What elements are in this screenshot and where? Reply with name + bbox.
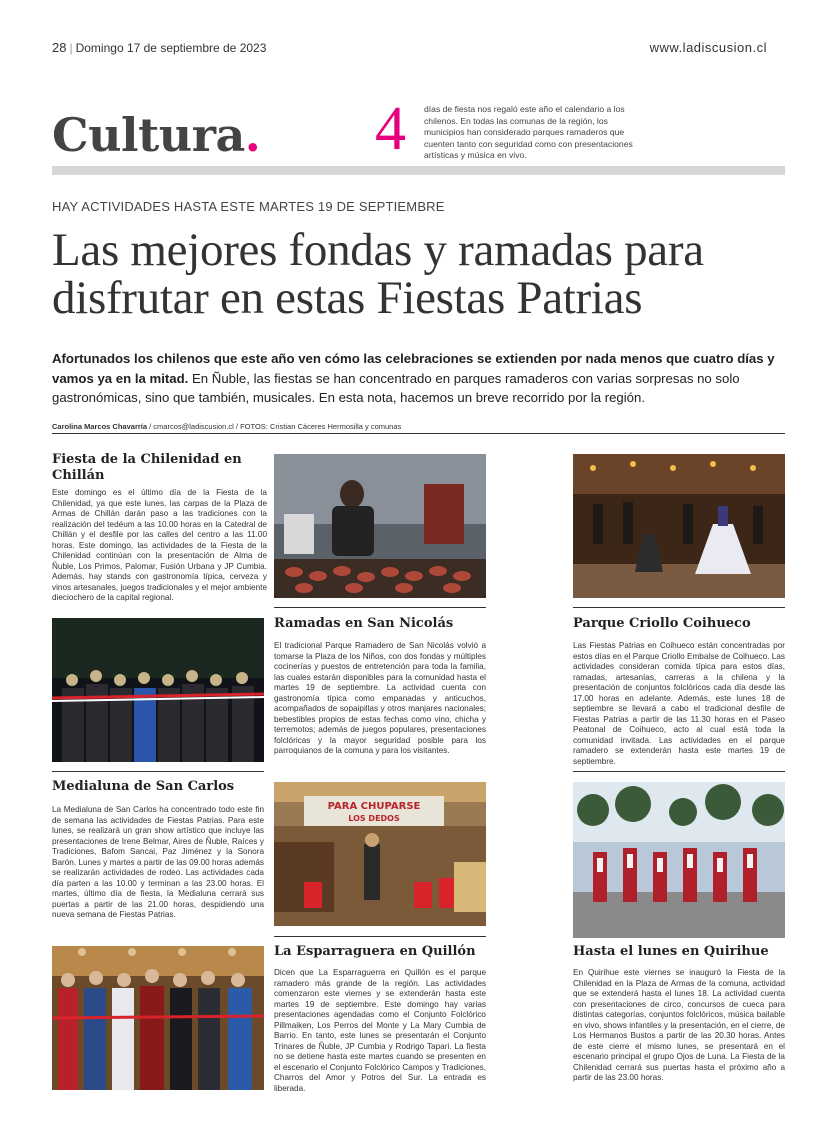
feature-number: 4 [375,95,406,163]
photo-grill [274,454,486,598]
story-body-coihueco: Las Fiestas Patrias en Coihueco están concentradas por estos días en el Parque Criollo Embalse de Coihueco. Las actividades consideran comida típica para estos días, ramadas, artesanías, carreras a la chilena y la presentación de conjuntos folclóricos cada día desde las 17.00 horas en adelante. Además, este lunes 18 de septiembre se llevará a cabo el tradicional desfile de Fiestas Patrias a partir de las 11.30 horas en el Paseo Peatonal de Coihueco, acto al cual está toda la comunidad invitada. Las actividades en el parque ramadero se extenderán hasta este martes 19 de septiembre. [573,641,785,767]
story-title-quirihue: Hasta el lunes en Quirihue [573,944,769,959]
photo-ramada-stand [274,782,486,926]
photo-ribbon-cutting [52,618,264,762]
site-url[interactable]: www.ladiscusion.cl [649,40,767,55]
story-title-quillon: La Esparraguera en Quillón [274,944,476,959]
story-body-san-nicolas: El tradicional Parque Ramadero de San Nicolás volvió a tomarse la Plaza de los Niños, con dos fondas y múltiples cocinerías y puestos de entretención para toda la familia, las cuales estarán disponibles para la comunidad hasta el martes 19 de septiembre. La actividad cuenta con gastronomía típica como empanadas y anticuchos, acompañados de sopaipillas y otros manjares nacionales; bebestibles propios de estas fechas como vino, chicha y terremotos; además de juegos populares, presentaciones folclóricas y la mayor seguridad posible para los parroquianos de la comuna y para los visitantes. [274,641,486,756]
svg-text:LOS DEDOS: LOS DEDOS [348,814,400,823]
article-headline: Las mejores fondas y ramadas para disfrutar en estas Fiestas Patrias [52,224,704,324]
page-date: Domingo 17 de septiembre de 2023 [75,41,267,55]
article-byline: Carolina Marcos Chavarría / cmarcos@ladiscusion.cl / FOTOS: Cristian Cáceres Hermosilla y comunas [52,422,402,431]
photo-quillon-inauguration [52,946,264,1090]
story-body-quirihue: En Quirihue este viernes se inauguró la Fiesta de la Chilenidad en la Plaza de Armas de la comuna, actividad que se extenderá hasta el lunes 18. La actividad cuenta con presentaciones de circo, concursos de cueca para distintas categorías, conjuntos folclóricos, música bailable en vivo, shows infantiles y la presentación, en el cierre, de Los Hermanos Bustos a partir de las 20.30 horas. Antes de este cierre el mismo lunes, se presentará en el escenario principal el grupo Ojos de Luna. La Fiesta de la Chilenidad cerrará sus puertas hasta el próximo año a partir de las 23.00 horas. [573,968,785,1083]
photo-folk-musicians [573,782,785,938]
feature-text: días de fiesta nos regaló este año el calendario a los chilenos. En todas las comunas de la región, los municipios han considerado parques ramaderos que cuenten tanto con seguridad como con presentaciones artísticas y música en vivo. [424,104,633,161]
story-title-san-carlos: Medialuna de San Carlos [52,779,235,794]
rule-quirihue-top [573,771,785,772]
article-lede: Afortunados los chilenos que este año ven cómo las celebraciones se extienden por nada menos que cuatro días y vamos ya en la mitad. En Ñuble, las fiestas se han concentrado en parques ramaderos con varias sorpresas no solo gastronómicas, sino que también, musicales. En esta nota, hacemos un breve recorrido por la región. [52,351,775,405]
page-header: 28 | Domingo 17 de septiembre de 2023 [52,40,267,55]
story-title-chillan: Fiesta de la Chilenidad en Chillán [52,452,242,483]
photo-dancers-coihueco [573,454,785,598]
page-number: 28 [52,40,67,55]
rule-quillon [274,936,486,937]
story-body-quillon: Dicen que La Esparraguerra en Quillón es el parque ramadero más grande de la región. Las actividades comenzaron este viernes y se extenderán hasta este martes 19 de septiembre. Este domingo hay varias presentaciones agendadas como el Conjunto Folclórico Pillmaiken, Los Perros del Monte y La Mary Cumbia de Barrio. En tanto, este lunes se presentarán el Conjunto Trinares de Ñuble, JP Cumbia y Rodrigo Tapari. La fiesta no se detiene hasta este martes cuando se presenten en el escenario el Conjunto Folclórico Campos y Tradiciones, Charros del Amor y Potros del Sur. La entrada es liberada. [274,968,486,1094]
section-title: Cultura. [52,108,261,162]
rule-san-nicolas [274,607,486,608]
rule-coihueco [573,607,785,608]
story-body-chillan: Este domingo es el último día de la Fiesta de la Chilenidad, ya que este lunes, las carpas de la Plaza de Armas de Chillán darán paso a las tradiciones con la realización del tedéum a las 10.00 horas en la Catedral de Chillán y el desfile por las calles del centro a las 11.00 horas. Este domingo, las actividades de la Fiesta de la Chilenidad continúan con la presentación de Alma de Ñuble, Los Primos, Palomar, Fusión Urbana y JP Cumbia. Además, hay stands con gastronomía típica, cerveza y vinos artesanales, juegos tradicionales y el mejor ambiente dieciochero de la capital regional. [52,488,267,603]
section-divider [52,166,785,175]
story-title-coihueco: Parque Criollo Coihueco [573,616,751,631]
article-kicker: HAY ACTIVIDADES HASTA ESTE MARTES 19 DE SEPTIEMBRE [52,199,445,214]
rule-san-carlos [52,771,264,772]
svg-text:PARA CHUPARSE: PARA CHUPARSE [327,801,421,812]
story-title-san-nicolas: Ramadas en San Nicolás [274,616,454,631]
story-body-san-carlos: La Medialuna de San Carlos ha concentrado todo este fin de semana las actividades de Fiestas Patrias. Para este lunes, se realizará un gran show artístico que incluye las presentaciones de Irene Belmar, Aires de Ñuble, Raíces y Tradiciones, Bafom Sancai, Paz Jiménez y la Sonora Barón. Lunes y martes a partir de las 09.00 horas además se realizarán actividades de rodeo. Las actividades cada día parten a las 10.00 y terminan a las 23.00 horas. El martes, último día de fiesta, la Medialuna cerrará sus puertas a partir de las 21.00 horas, despidiendo una nueva semana de Fiestas Patrias. [52,805,264,920]
byline-rule [52,433,785,434]
